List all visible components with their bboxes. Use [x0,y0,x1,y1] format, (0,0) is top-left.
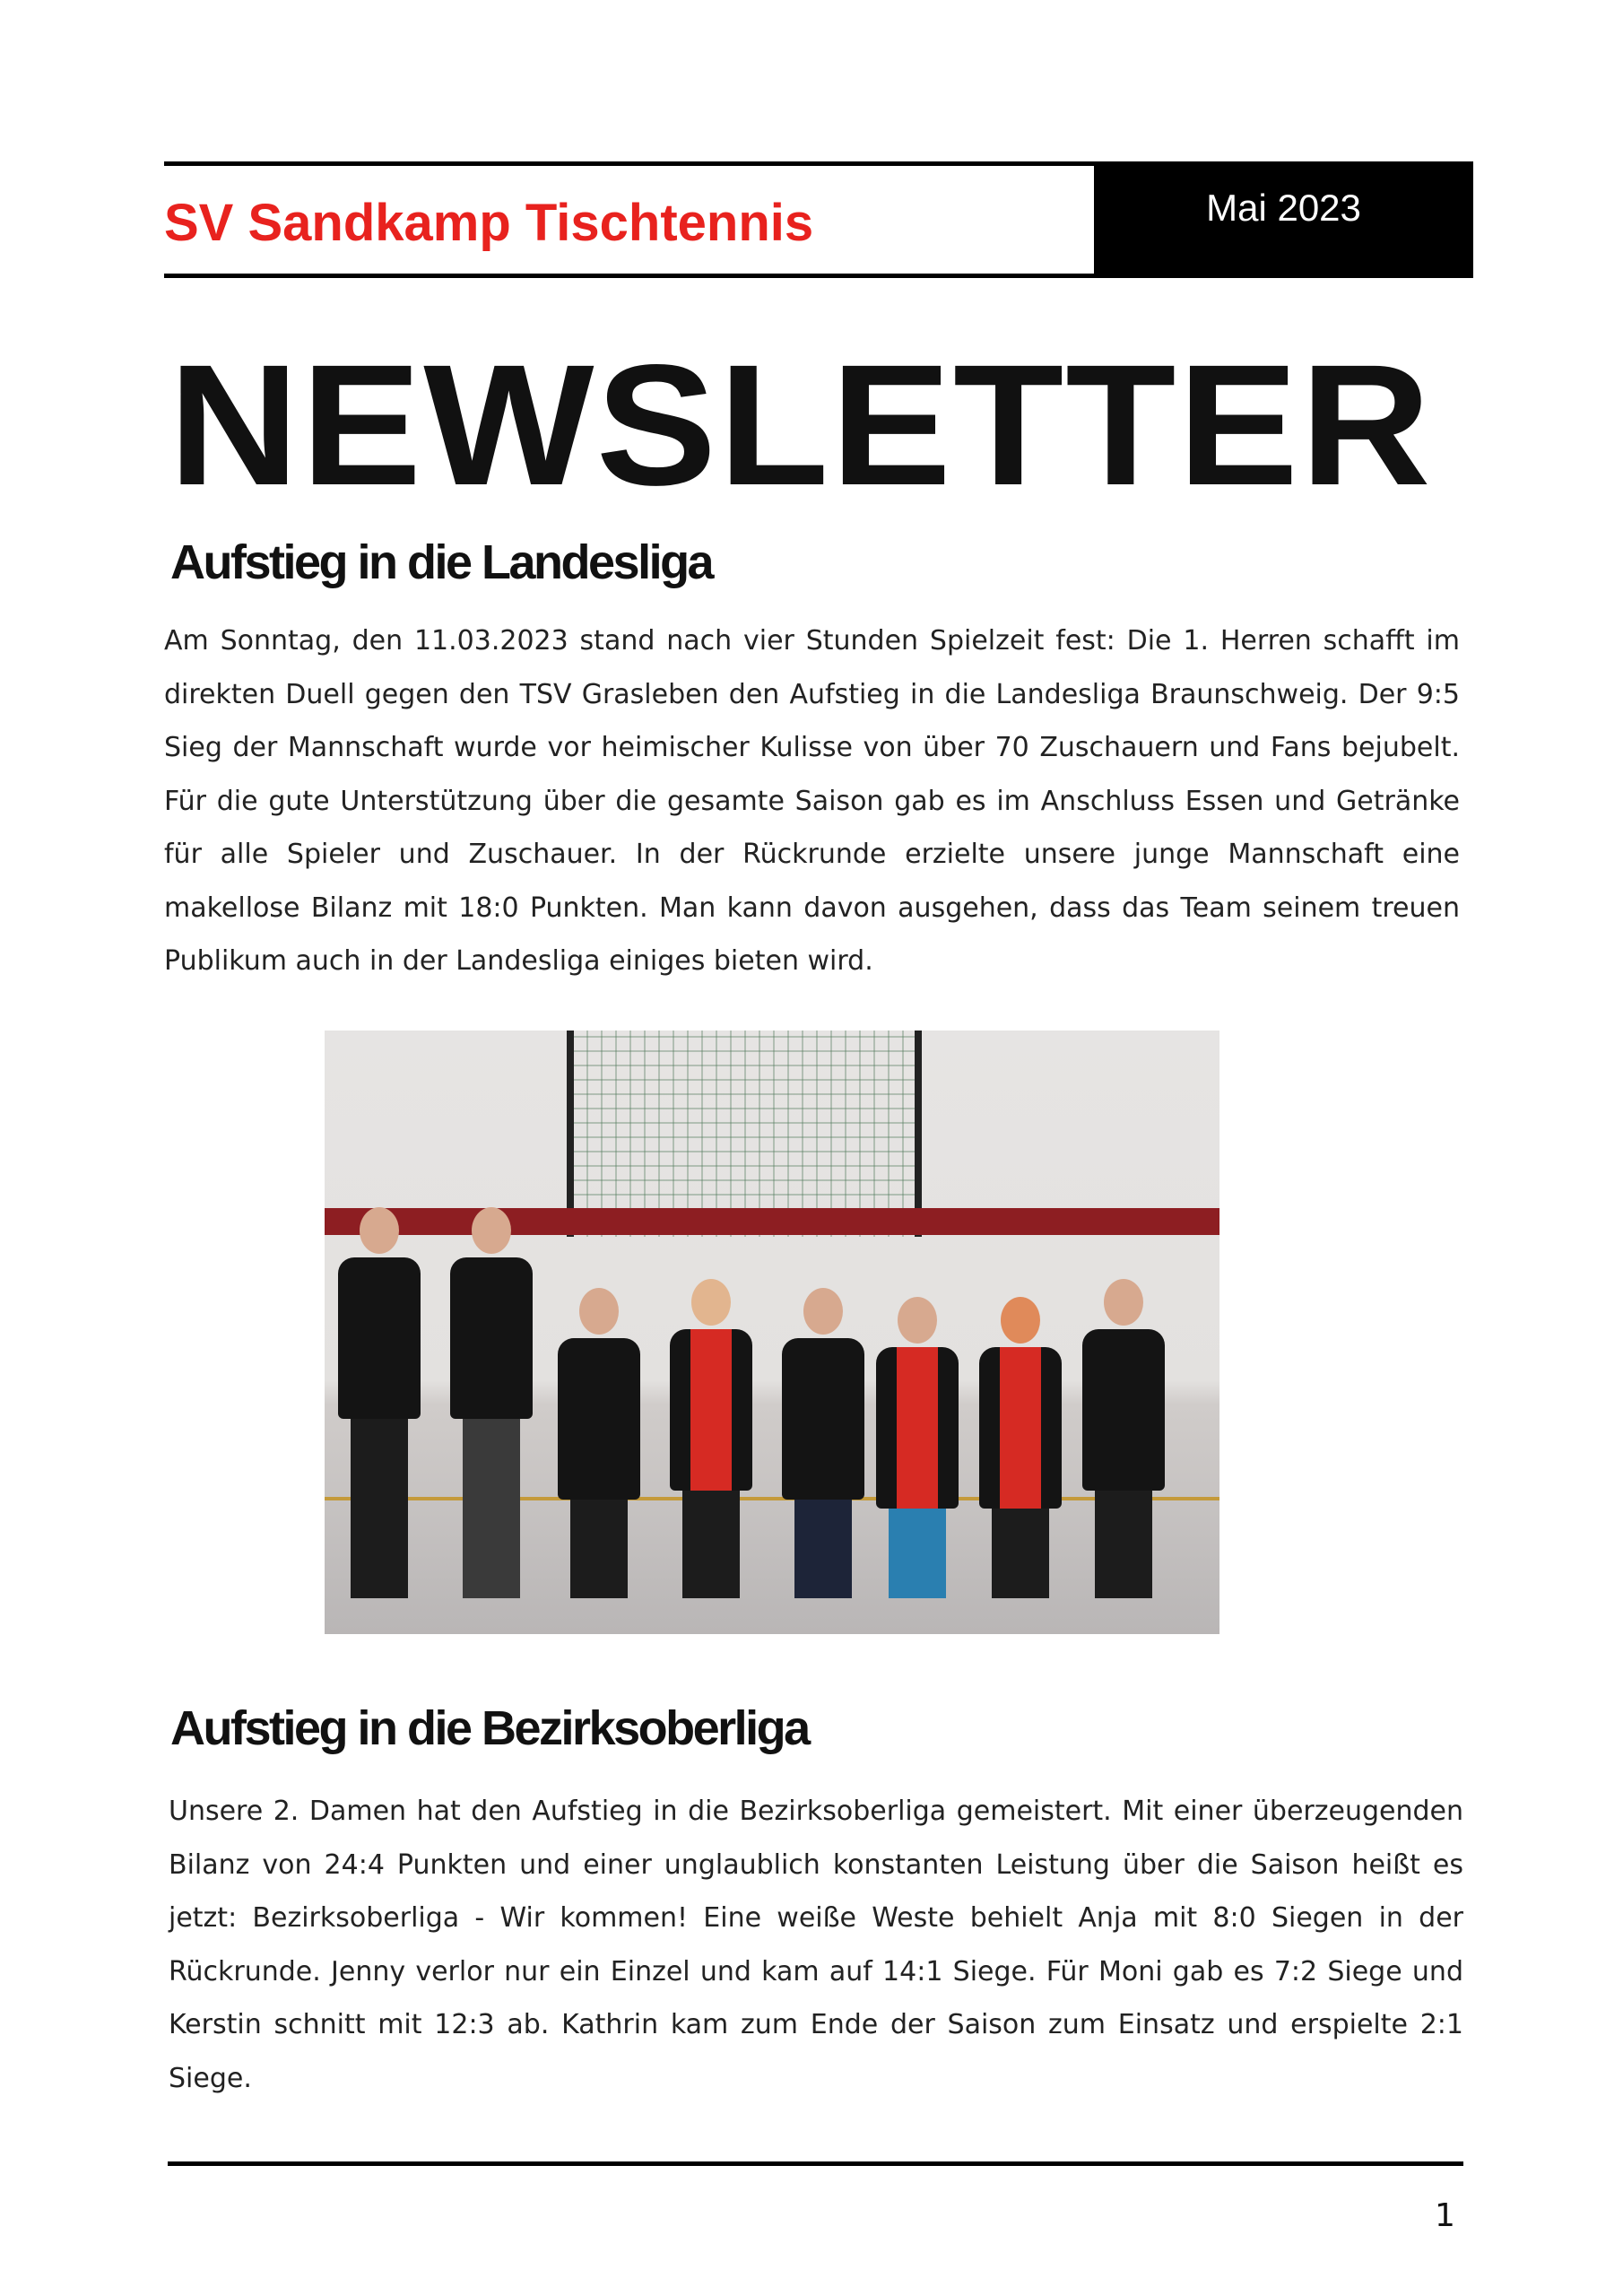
player [1082,1279,1165,1598]
article-heading: Aufstieg in die Landesliga [170,535,713,589]
goal-net [567,1031,922,1237]
club-name: SV Sandkamp Tischtennis [164,194,814,252]
player [338,1207,421,1598]
player [979,1297,1062,1598]
player [670,1279,752,1598]
player [782,1288,864,1598]
issue-date: Mai 2023 [1206,187,1361,229]
article-heading: Aufstieg in die Bezirksoberliga [170,1701,809,1755]
article-body: Am Sonntag, den 11.03.2023 stand nach vier Stunden Spielzeit fest: Die 1. Herren schafft im direkten Duell gegen den TSV Grasleben den Aufstieg in die Landesliga Braunschweig. Der 9:5 Sieg der Mannschaft wurde vor heimischer Kulisse von über 70 Zuschauern und Fans bejubelt. Für die gute Unterstützung über die gesamte Saison gab es im Anschluss Essen und Getränke für alle Spieler und Zuschauer. In der Rückrunde erzielte unsere junge Mannschaft eine makellose Bilanz mit 18:0 Punkten. Man kann davon ausgehen, dass das Team seinem treuen Publikum auch in der Landesliga einiges bieten wird. [164,625,1460,977]
footer-divider [168,2161,1463,2166]
article-body: Unsere 2. Damen hat den Aufstieg in die Bezirksoberliga gemeistert. Mit einer überzeugenden Bilanz von 24:4 Punkten und einer unglaublich konstanten Leistung über die Saison heißt es jetzt: Bezirksoberliga - Wir kommen! Eine weiße Weste behielt Anja mit 8:0 Siegen in der Rückrunde. Jenny verlor nur ein Einzel und kam auf 14:1 Siege. Für Moni gab es 7:2 Siege und Kerstin schnitt mit 12:3 ab. Kathrin kam zum Ende der Saison zum Einsatz und erspielte 2:1 Siege. [169,1796,1463,2094]
masthead [164,161,1460,278]
page-number: 1 [1435,2197,1455,2234]
player [558,1288,640,1598]
date-box [1094,161,1473,278]
player [450,1207,533,1598]
newsletter-title: NEWSLETTER [169,328,1433,521]
player [876,1297,959,1598]
team-photo [325,1031,1219,1634]
